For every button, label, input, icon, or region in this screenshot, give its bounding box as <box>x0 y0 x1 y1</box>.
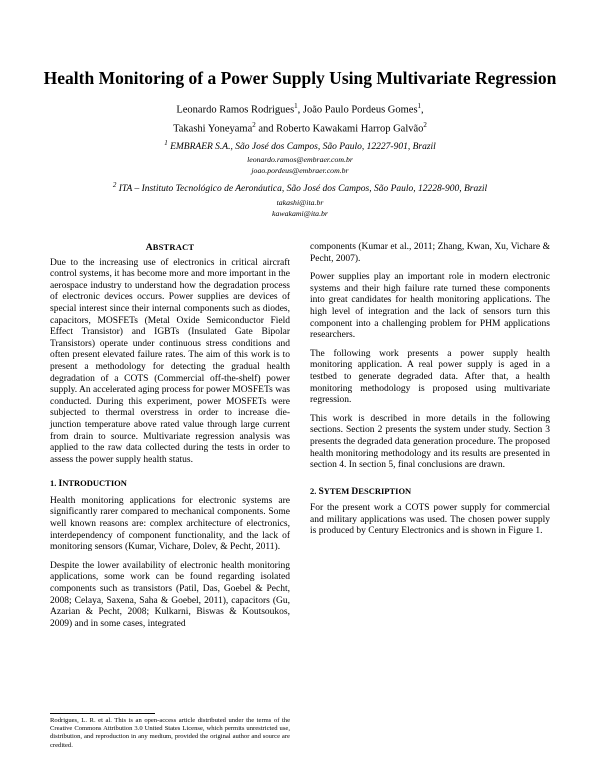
author-affil-mark: 2 <box>252 120 256 129</box>
paper-title: Health Monitoring of a Power Supply Using Multivariate Regression <box>43 68 557 88</box>
section-2-heading <box>310 486 550 499</box>
author-line-2 <box>0 118 600 137</box>
author-separator: , <box>421 104 424 116</box>
intro-paragraph-4: The following work presents a power supply health monitoring application. A real power supply is aged in a testbed to generate degraded data. After that, a health monitoring methodology is proposed using multivariate regression. <box>310 348 550 406</box>
abstract-heading-initial: A <box>145 243 153 253</box>
intro-paragraph-1: Health monitoring applications for electronic systems are significantly rarer compared to mechanical components. Some well known reasons are: complex architecture of electronics, interdependency of component functionality, and the lack of monitoring sensors (Kumar, Vichare, Dolev, & Pecht, 2011). <box>50 495 290 553</box>
section-1-heading <box>50 478 290 491</box>
author-name: Roberto Kawakami Harrop Galvão <box>276 123 424 134</box>
system-description-paragraph: For the present work a COTS power supply for commercial and military applications was used. The chosen power supply is produced by Century Electronics and is shown in Figure 1. <box>310 503 550 537</box>
author-affil-mark: 2 <box>423 120 427 129</box>
intro-paragraph-5: This work is described in more details in the following sections. Section 2 presents the system under study. Section 3 presents the degraded data generation procedure. The proposed health monitoring methodology and its results are presented in section 4. In section 5, final conclusions are drawn. <box>310 413 550 471</box>
affiliation-text: EMBRAER S.A., São José dos Campos, São Paulo, 12227-901, Brazil <box>170 142 436 153</box>
right-column <box>310 242 550 545</box>
section-title-initial: S <box>318 486 324 497</box>
email-address: kawakami@ita.br <box>272 209 328 218</box>
section-title-initial: I <box>58 479 63 490</box>
abstract-heading <box>50 242 290 255</box>
email-address: leonardo.ramos@embraer.com.br <box>247 155 353 164</box>
intro-paragraph-3: Power supplies play an important role in modern electronic systems and their high failure rate turned these components into great candidates for health monitoring applications. The high level of integration and the lack of sensors turn this component into a challenging problem for PHM applications researchers. <box>310 272 550 341</box>
author-affil-mark: 1 <box>294 102 298 110</box>
abstract-text: Due to the increasing use of electronics in critical aircraft control systems, it has become more and more important in the aerospace industry to understand how the degradation process of electronic devices occurs. Power supplies are devices of special interest since their internal components such as diodes, capacitors, MOSFETs (Metal Oxide Semiconductor Field Effect Transistor) and IGBTs (Insulated Gate Bipolar Transistors) operate under continuous stress conditions and often present elevated failure rates. The aim of this work is to present a methodology for detecting the gradual health degradation of a COTS (Commercial off-the-shelf) power supply. An accelerated aging process for power MOSFETs was conducted. During this experiment, power MOSFETs were subjected to thermal overstress in order to increase die-junction temperature above rated value through large current from drain to source. Multivariate regression analysis was applied to the raw data collected during the tests in order to assess the power supply health status. <box>50 257 290 465</box>
affiliation-mark: 1 <box>164 139 168 147</box>
section-title-rest: ESCRIPTION <box>358 485 412 496</box>
section-title-initial: D <box>351 486 359 497</box>
author-list <box>0 99 600 136</box>
author-line-1 <box>0 99 600 118</box>
license-footnote: Rodrigues, L. R. et al. This is an open-access article distributed under the terms of the Creative Commons Attribution 3.0 United States License, which permits unrestricted use, distribution, and reproduction in any medium, provided the original author and source are credited. <box>50 717 290 749</box>
section-number: 1. <box>50 478 59 489</box>
author-affil-mark: 1 <box>417 102 422 110</box>
section-title-rest: YTEM <box>323 485 352 496</box>
author-separator: and <box>255 123 277 134</box>
affiliation-1 <box>0 139 600 152</box>
intro-paragraph-2-continued: components (Kumar et al., 2011; Zhang, Kwan, Xu, Vichare & Pecht, 2007). <box>310 242 550 264</box>
email-address: joao.pordeus@embraer.com.br <box>251 166 349 175</box>
affiliation-2 <box>0 181 600 194</box>
section-number: 2. <box>310 485 319 496</box>
abstract-heading-rest: BSTRACT <box>152 242 195 252</box>
author-name: Takashi Yoneyama <box>173 123 253 134</box>
affiliation-2-emails <box>0 197 600 219</box>
affiliation-mark: 2 <box>112 181 117 189</box>
footnote-rule <box>50 713 155 714</box>
affiliation-1-emails <box>0 154 600 176</box>
section-title-rest: NTRODUCTION <box>62 478 127 489</box>
affiliation-text: ITA – Instituto Tecnológico de Aeronáutica, São José dos Campos, São Paulo, 12228-900, Brazil <box>118 184 488 195</box>
left-column <box>50 242 290 637</box>
author-name: Leonardo Ramos Rodrigues <box>176 104 295 116</box>
author-separator: , <box>297 104 303 116</box>
author-name: João Paulo Pordeus Gomes <box>302 104 418 116</box>
email-address: takashi@ita.br <box>276 198 324 207</box>
intro-paragraph-2: Despite the lower availability of electronic health monitoring applications, some work can be found regarding isolated components such as transistors (Patil, Das, Goebel & Pecht, 2008; Celaya, Saxena, Saha & Goebel, 2011), capacitors (Gu, Azarian & Pecht, 2008; Kulkarni, Biswas & Koutsoukos, 2009) and in some cases, integrated <box>50 560 290 629</box>
